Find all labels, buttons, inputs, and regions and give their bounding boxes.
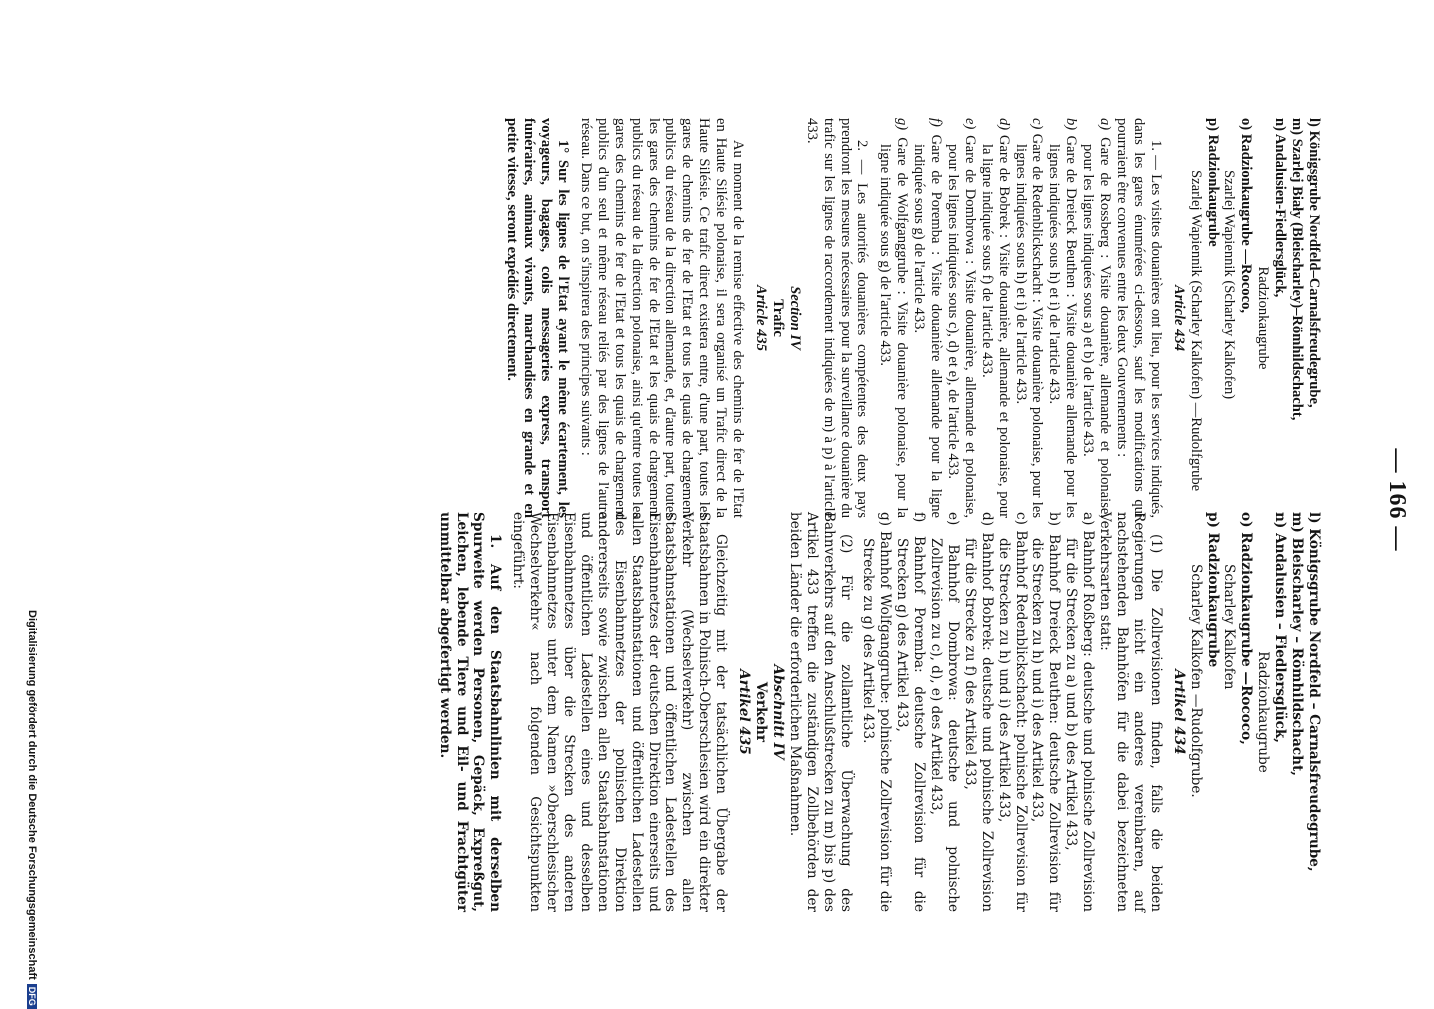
station-n: n) Andalusien – Fiedlersglück, <box>1272 512 1289 744</box>
article-434-item-a: a) Gare de Rossberg : Visite douanière, allemande et polonaise, pour les lignes indiquées sous a) et b) de l'article 433. <box>1080 118 1114 519</box>
article-434-item-c: c) Gare de Redenblickschacht : Visite douanière polonaise, pour les lignes indiquées sous h) et i) de l'article 433. <box>1012 118 1046 518</box>
article-435-paragraph-1: Au moment de la remise effective des chemins de fer de l'Etat en Haute Silésie polonaise, il sera organisé un Trafic direct de la Haute Silésie. Ce trafic direct existera entre, d'une part, toutes les gares de chemins de fer de l'Etat et tous les quais de chargement publics du réseau de la direction allemande, et, d'autre part, toutes les gares des chemins de fer de l'Etat et les quais de chargement publics du réseau de la direction polonaise, ainsi qu'entre toutes les gares des chemins de fer de l'Etat et tous les quais de chargement publics d'un seul et même réseau reliés par des lignes de l'autre réseau. Dans ce but, on s'inspirera des principes suivants : <box>577 118 747 518</box>
article-434-item-b: b) Gare de Dreieck Beuthen : Visite douanière allemande pour les lignes indiquées sous h) et i) de l'article 433. <box>1046 118 1080 518</box>
article-435-item-1: 1. Auf den Staatsbahnlinien mit derselben Spurweite werden Personen, Gepäck, Expreßgut, Leichen, lebende Tiere und Eil- und Frachtgüter unmittelbar abgefertigt werden. <box>436 512 504 912</box>
station-o-line2: Szarlej Wapiennik (Scharley Kalkofen) <box>1221 170 1238 400</box>
digitization-credit <box>26 610 38 1009</box>
article-435-item-1: 1° Sur les lignes de l'Etat ayant le même écartement, les voyageurs, bagages, colis messageries express, transport funéraires, animaux vivants, marchandises en grande et en petite vitesse, seront expédiés directement. <box>504 118 572 518</box>
article-434-item-e: e) Bahnhof Dombrowa: deutsche und polnische Zollrevision zu c), d), e) des Artikel 433, <box>928 512 961 913</box>
section-subtitle: Trafic <box>769 299 786 337</box>
station-m: m) Szarlej Biały (Bleischarley)–Römhildschacht, <box>1289 118 1306 421</box>
article-435-paragraph-1: Gleichzeitig mit der tatsächlichen Übergabe der Staatsbahnen in Polnisch-Oberschlesien wird ein direkter Verkehr (Wechselverkehr) zwischen allen Staatsbahnstationen und öffentlichen Ladestellen des Eisenbahnnetzes der deutschen Direktion einerseits und allen Staatsbahnstationen und öffentlichen Ladestellen des Eisenbahnnetzes der polnischen Direktion andererseits sowie zwischen allen Staatsbahnstationen und öffentlichen Ladestellen eines und desselben Eisenbahnnetzes über die Strecken des anderen Eisenbahnnetzes unter dem Namen »Oberschlesischer Wechselverkehr« nach folgenden Gesichtspunkten eingeführt: <box>510 512 730 912</box>
section-title: Abschnitt IV <box>769 664 786 760</box>
station-o-head: Radzionkaugrube <box>1255 266 1272 370</box>
article-434-item-d: d) Gare de Bobrek : Visite douanière, allemande et polonaise, pour la ligne indiquée sous f) de l'article 433. <box>978 118 1012 518</box>
credit-text: Digitalisierung gefördert durch die Deutsche Forschungsgemeinschaft <box>26 610 38 980</box>
station-p: p) Radzionkaugrube <box>1204 118 1221 247</box>
dfg-logo: DFG <box>27 984 37 1009</box>
station-l: l) Königsgrube Nordfeld–Carnalsfreudegrube, <box>1306 118 1322 408</box>
station-o: o) Radzionkaugrube —Rococo, <box>1238 118 1255 314</box>
article-434-paragraph-2: 2. — Les autorités douanières compétentes des deux pays prendront les mesures nécessaires pour la surveillance douanière du trafic sur les lignes de raccordement indiquées de m) à p) à l'article 433. <box>803 118 871 518</box>
article-434-item-g: g) Bahnhof Wolfganggrube: polnische Zollrevision für die Strecke zu g) des Artikel 433. <box>860 512 894 912</box>
station-m: m) Bleischarley – Römhildschacht, <box>1289 512 1306 777</box>
article-434-paragraph-1: 1. — Les visites douanières ont lieu, pour les services indiqués, dans les gares énumérées ci-dessous, sauf les modifications qui pourraient être convenues entre les deux Gouvernements : <box>1114 118 1164 518</box>
article-434-item-f: f) Bahnhof Poremba: deutsche Zollrevision für die Strecken g) des Artikel 433, <box>894 512 928 913</box>
article-434-item-a: a) Bahnhof Roßberg: deutsche und polnische Zollrevision für die Strecken zu a) und b) des Artikel 433, <box>1063 512 1097 912</box>
station-n: n) Andalusien-Fiedlersglück, <box>1272 118 1289 298</box>
station-o: o) Radzionkaugrube —Rococo, <box>1238 512 1255 745</box>
article-435-title: Artikel 435 <box>736 669 753 755</box>
article-434-item-e: e) Gare de Dombrowa : Visite douanière, allemande et polonaise, pour les lignes indiquées sous c), d) et e), de l'article 433. <box>944 118 978 518</box>
station-l: l) Königsgrube Nordfeld – Carnalsfreudegrube, <box>1306 512 1322 872</box>
page-number: — 166 — <box>1384 448 1410 552</box>
french-column <box>503 118 1322 518</box>
german-column <box>436 512 1322 912</box>
station-p-line2: Scharley Kalkofen —Rudolfgrube. <box>1187 564 1204 798</box>
section-subtitle: Verkehr <box>753 681 769 743</box>
station-p: p) Radzionkaugrube <box>1204 512 1221 668</box>
station-o-line2: Scharley Kalkofen <box>1221 564 1238 690</box>
article-435-title: Article 435 <box>753 284 769 352</box>
article-434-item-g: g) Gare de Wolfganggrube : Visite douanière polonaise, pour la ligne indiquée sous g) de l'article 433. <box>877 118 911 518</box>
article-434-item-d: d) Bahnhof Bobrek: deutsche und polnische Zollrevision für die Strecke zu f) des Artikel 433, <box>961 512 995 912</box>
section-title: Section IV <box>786 286 803 350</box>
article-434-item-f: f) Gare de Poremba : Visite douanière allemande pour la ligne indiquée sous g) de l'article 433. <box>911 118 945 519</box>
station-p-line2: Szarlej Wapiennik (Scharley Kalkofen) —Rudolfgrube <box>1187 170 1204 492</box>
article-434-title: Artikel 434 <box>1170 669 1187 755</box>
article-434-item-c: c) Bahnhof Redenblickschacht: polnische Zollrevision für die Strecken zu h) und i) des Artikel 433, <box>995 512 1029 912</box>
article-434-item-b: b) Bahnhof Dreieck Beuthen: deutsche Zollrevision für die Strecken zu h) und i) des Artikel 433, <box>1029 512 1063 912</box>
station-o-head: Radzionkaugrube <box>1255 651 1272 773</box>
article-434-paragraph-1: (1) Die Zollrevisionen finden, falls die beiden Regierungen nicht ein anderes vereinbaren, auf nachstehenden Bahnhöfen für die dabei bezeichneten Verkehrsarten statt: <box>1097 512 1164 912</box>
article-434-title: Article 434 <box>1170 284 1187 352</box>
article-434-paragraph-2: (2) Für die zollamtliche Überwachung des Bahnverkehrs auf den Anschlußstrecken zu m) bis p) des Artikel 433 treffen die zuständigen Zollbehörden der beiden Länder die erforderlichen Maßnahmen. <box>786 512 854 912</box>
